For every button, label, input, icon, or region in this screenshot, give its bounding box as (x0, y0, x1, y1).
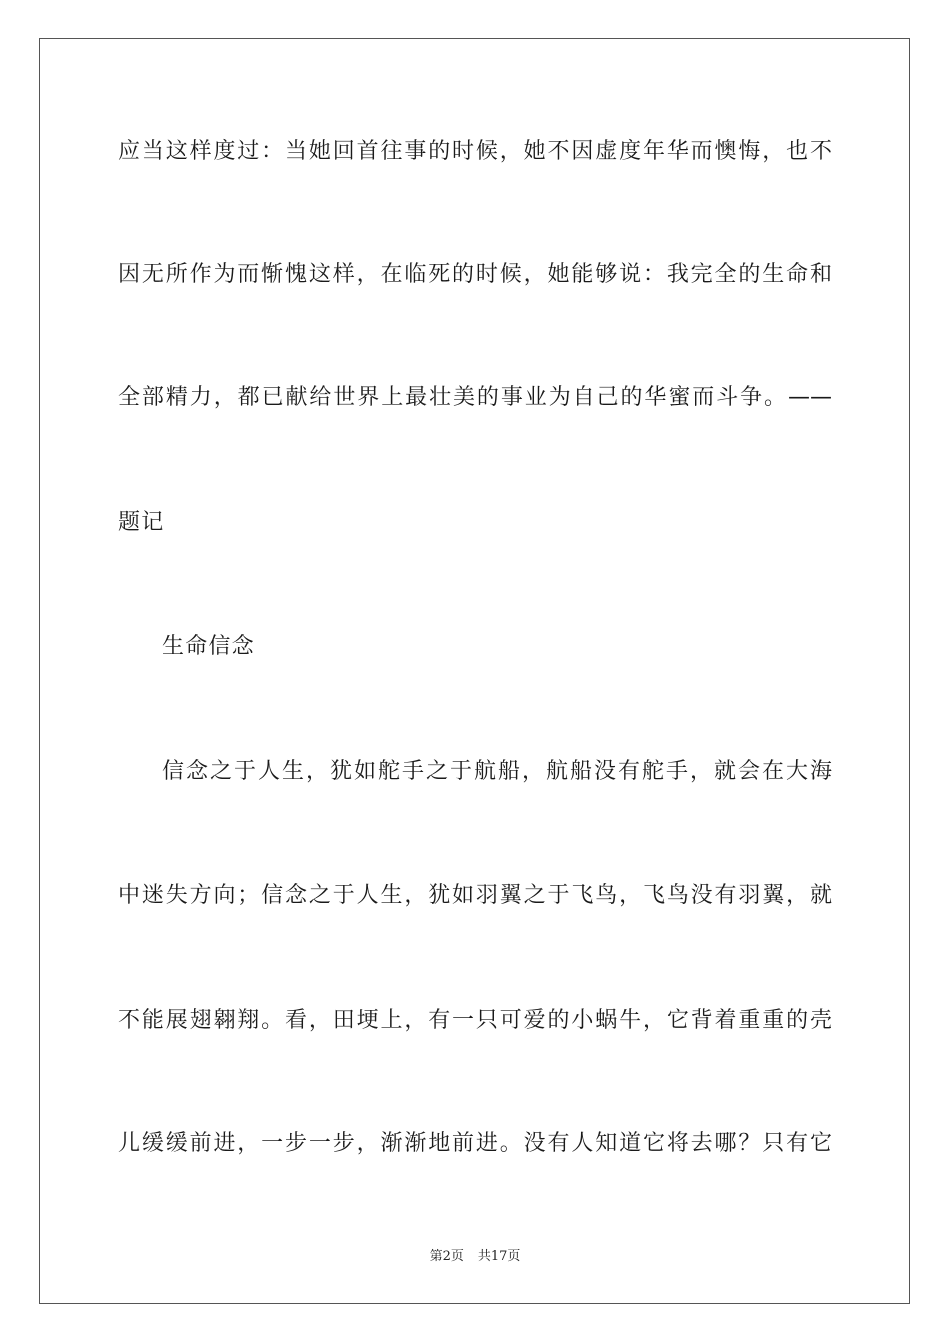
page-total: 共17页 (477, 1249, 521, 1264)
text-line-6: 信念之于人生，犹如舵手之于航船，航船没有舵手，就会在大海 (162, 759, 832, 784)
text-line-9: 儿缓缓前进，一步一步，渐渐地前进。没有人知道它将去哪？只有它 (118, 1131, 832, 1156)
page-border (39, 38, 910, 1304)
text-line-2: 因无所作为而惭愧这样，在临死的时候，她能够说：我完全的生命和 (118, 262, 832, 287)
section-heading: 生命信念 (162, 634, 255, 659)
text-line-1: 应当这样度过：当她回首往事的时候，她不因虚度年华而懊悔，也不 (118, 139, 832, 164)
page-number: 第2页 (429, 1249, 464, 1264)
text-line-8: 不能展翅翱翔。看，田埂上，有一只可爱的小蜗牛，它背着重重的壳 (118, 1008, 832, 1033)
text-line-3: 全部精力，都已献给世界上最壮美的事业为自己的华蜜而斗争。—— (118, 385, 832, 410)
text-line-7: 中迷失方向；信念之于人生，犹如羽翼之于飞鸟，飞鸟没有羽翼，就 (118, 883, 832, 908)
page-footer (0, 1248, 950, 1266)
text-line-epigraph-end: 题记 (118, 510, 165, 535)
